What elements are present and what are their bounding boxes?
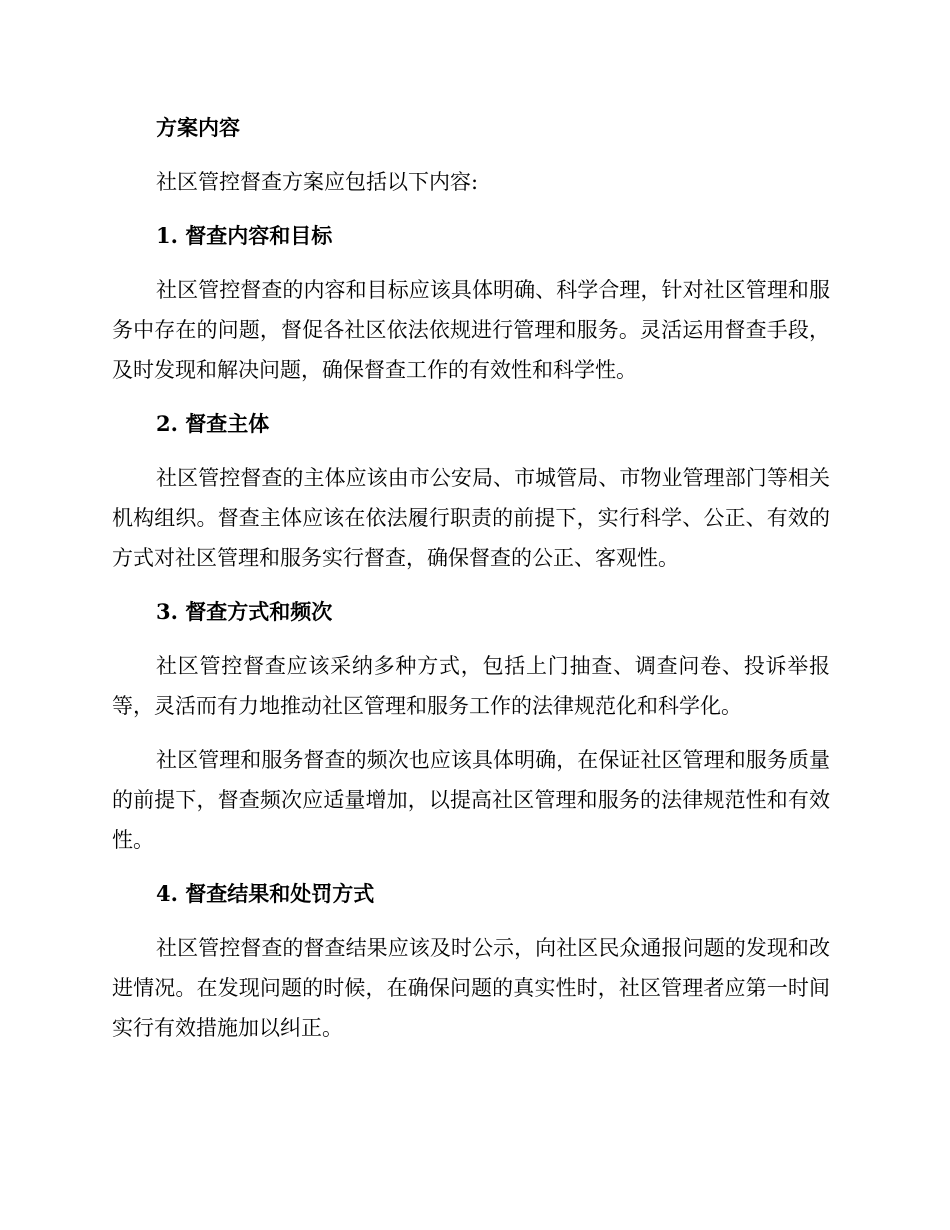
section-3-paragraph-2: 社区管理和服务督查的频次也应该具体明确，在保证社区管理和服务质量的前提下，督查频次应适量增加，以提高社区管理和服务的法律规范性和有效性。 bbox=[112, 748, 830, 852]
section-heading-3: 3. 督查方式和频次 bbox=[156, 599, 333, 624]
section-heading-4: 4. 督查结果和处罚方式 bbox=[156, 881, 375, 906]
section-3-paragraph-1: 社区管控督查应该采纳多种方式，包括上门抽查、调查问卷、投诉举报等，灵活而有力地推动社区管理和服务工作的法律规范化和科学化。 bbox=[112, 654, 830, 718]
section-4-paragraph-1: 社区管控督查的督查结果应该及时公示，向社区民众通报问题的发现和改进情况。在发现问题的时候，在确保问题的真实性时，社区管理者应第一时间实行有效措施加以纠正。 bbox=[112, 936, 830, 1040]
intro-paragraph: 社区管控督查方案应包括以下内容: bbox=[156, 170, 479, 194]
section-heading-1: 1. 督查内容和目标 bbox=[156, 223, 333, 248]
section-1-paragraph-1: 社区管控督查的内容和目标应该具体明确、科学合理，针对社区管理和服务中存在的问题，督促各社区依法依规进行管理和服务。灵活运用督查手段，及时发现和解决问题，确保督查工作的有效性和科学性。 bbox=[112, 278, 830, 382]
section-2-paragraph-1: 社区管控督查的主体应该由市公安局、市城管局、市物业管理部门等相关机构组织。督查主体应该在依法履行职责的前提下，实行科学、公正、有效的方式对社区管理和服务实行督查，确保督查的公正、客观性。 bbox=[112, 466, 830, 570]
document-title: 方案内容 bbox=[156, 115, 240, 140]
document-body bbox=[112, 108, 830, 1048]
section-heading-2: 2. 督查主体 bbox=[156, 411, 270, 436]
